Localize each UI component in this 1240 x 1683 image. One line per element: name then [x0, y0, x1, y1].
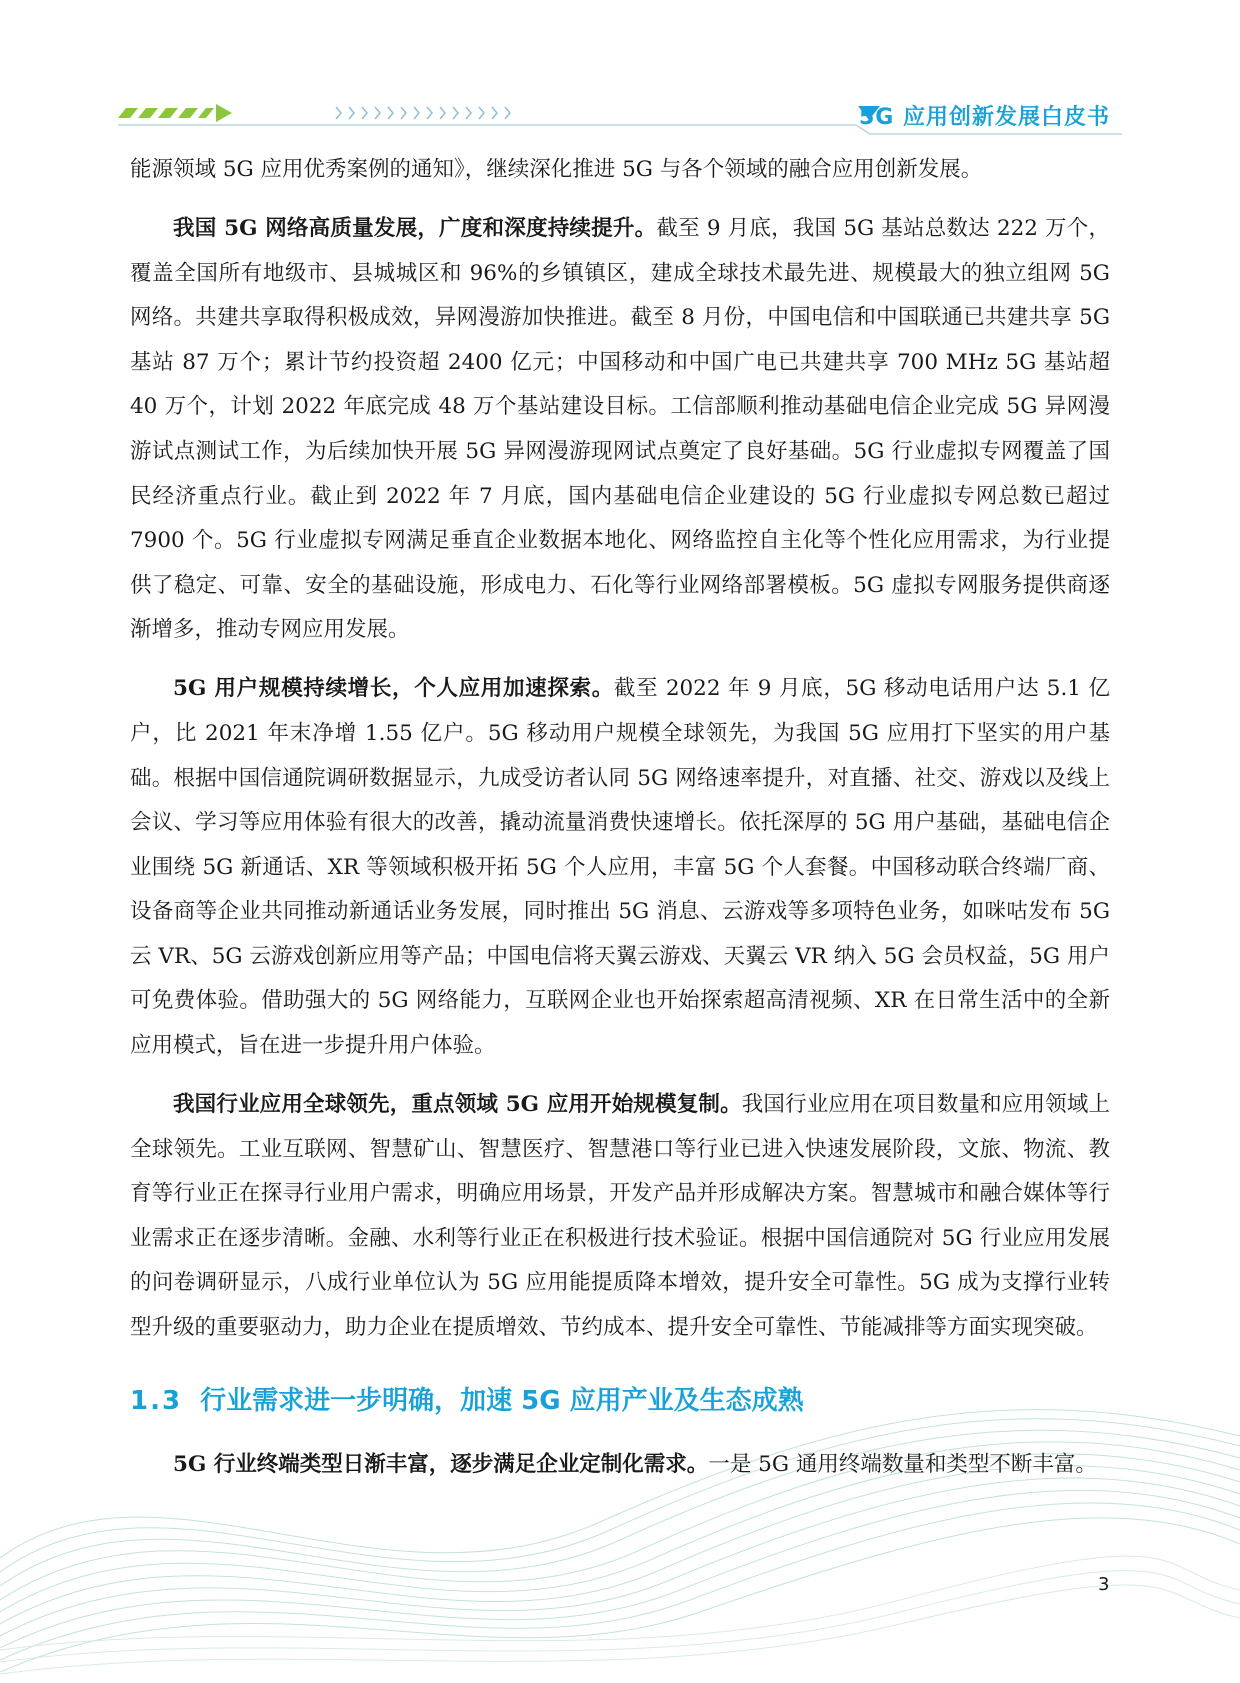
paragraph-industry	[130, 1083, 1110, 1351]
paragraph-users	[130, 667, 1110, 1068]
paragraph-lead: 我国行业应用全球领先，重点领域 5G 应用开始规模复制。	[173, 1092, 742, 1118]
paragraph-text: 能源领域 5G 应用优秀案例的通知》，继续深化推进 5G 与各个领域的融合应用创新发展。	[130, 157, 983, 182]
paragraph-text: 我国行业应用在项目数量和应用领域上全球领先。工业互联网、智慧矿山、智慧医疗、智慧港口等行业已进入快速发展阶段，文旅、物流、教育等行业正在探寻行业用户需求，明确应用场景，开发产品并形成解决方案。智慧城市和融合媒体等行业需求正在逐步清晰。金融、水利等行业正在积极进行技术验证。根据中国信通院对 5G 行业应用发展的问卷调研显示，八成行业单位认为 5G 应用能提质降本增效，提升安全可靠性。5G 成为支撑行业转型升级的重要驱动力，助力企业在提质增效、节约成本、提升安全可靠性、节能减排等方面实现突破。	[130, 1092, 1110, 1341]
main-content	[130, 148, 1110, 1502]
page-number: 3	[1098, 1574, 1110, 1595]
paragraph-text: 截至 2022 年 9 月底，5G 移动电话用户达 5.1 亿户，比 2021 年末净增 1.55 亿户。5G 移动用户规模全球领先，为我国 5G 应用打下坚实的用户基础。根据中国信通院调研数据显示，九成受访者认同 5G 网络速率提升，对直播、社交、游戏以及线上会议、学习等应用体验有很大的改善，撬动流量消费快速增长。依托深厚的 5G 用户基础，基础电信企业围绕 5G 新通话、XR 等领域积极开拓 5G 个人应用，丰富 5G 个人套餐。中国移动联合终端厂商、设备商等企业共同推动新通话业务发展，同时推出 5G 消息、云游戏等多项特色业务，如咪咕发布 5G 云 VR、5G 云游戏创新应用等产品；中国电信将天翼云游戏、天翼云 VR 纳入 5G 会员权益，5G 用户可免费体验。借助强大的 5G 网络能力，互联网企业也开始探索超高清视频、XR 在日常生活中的全新应用模式，旨在进一步提升用户体验。	[130, 676, 1110, 1059]
page-header	[0, 0, 1240, 150]
arrow-chevrons	[336, 107, 510, 119]
section-number: 1.3	[130, 1385, 183, 1416]
header-chevron-icon	[216, 104, 232, 122]
paragraph-terminals	[130, 1443, 1110, 1488]
paragraph-network	[130, 207, 1110, 653]
paragraph-text: 一是 5G 通用终端数量和类型不断丰富。	[708, 1451, 1097, 1477]
green-stripes	[118, 108, 214, 118]
section-heading	[130, 1379, 1110, 1423]
header-title: 5G 应用创新发展白皮书	[858, 105, 1110, 130]
paragraph-lead: 5G 行业终端类型日渐丰富，逐步满足企业定制化需求。	[173, 1451, 709, 1477]
paragraph-lead: 我国 5G 网络高质量发展，广度和深度持续提升。	[173, 215, 657, 241]
paragraph-continuation	[130, 148, 1110, 193]
paragraph-text: 截至 9 月底，我国 5G 基站总数达 222 万个，覆盖全国所有地级市、县城城区和 96%的乡镇镇区，建成全球技术最先进、规模最大的独立组网 5G 网络。共建共享取得积极成效，异网漫游加快推进。截至 8 月份，中国电信和中国联通已共建共享 5G 基站 87 万个；累计节约投资超 2400 亿元；中国移动和中国广电已共建共享 700 MHz 5G 基站超 40 万个，计划 2022 年底完成 48 万个基站建设目标。工信部顺利推动基础电信企业完成 5G 异网漫游试点测试工作，为后续加快开展 5G 异网漫游现网试点奠定了良好基础。5G 行业虚拟专网覆盖了国民经济重点行业。截止到 2022 年 7 月底，国内基础电信企业建设的 5G 行业虚拟专网总数已超过 7900 个。5G 行业虚拟专网满足垂直企业数据本地化、网络监控自主化等个性化应用需求，为行业提供了稳定、可靠、安全的基础设施，形成电力、石化等行业网络部署模板。5G 虚拟专网服务提供商逐渐增多，推动专网应用发展。	[130, 215, 1111, 643]
section-title: 行业需求进一步明确，加速 5G 应用产业及生态成熟	[200, 1385, 804, 1416]
paragraph-lead: 5G 用户规模持续增长，个人应用加速探索。	[173, 676, 614, 702]
